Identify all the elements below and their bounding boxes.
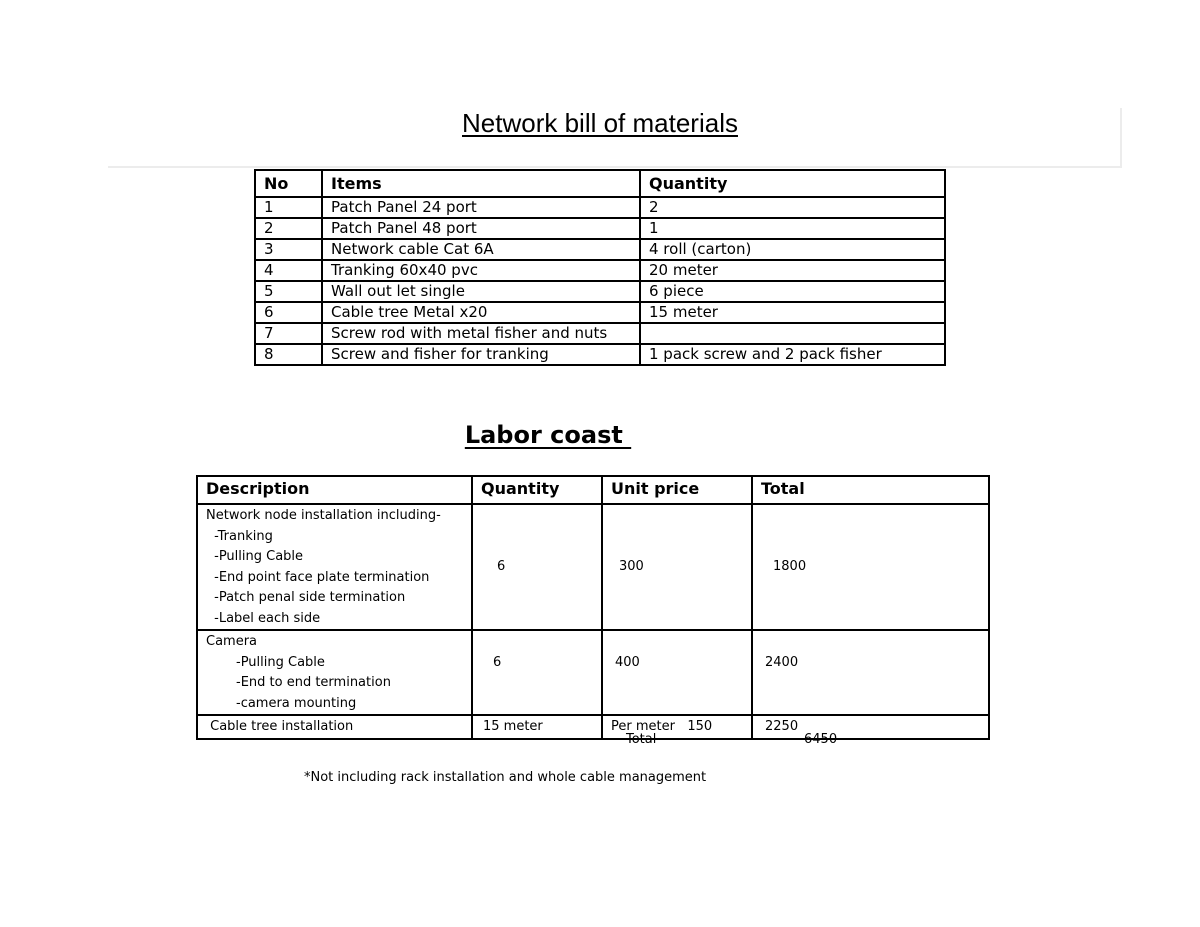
table-row	[255, 281, 945, 302]
row-quantity: 20 meter	[640, 260, 945, 281]
row-quantity: 2	[640, 197, 945, 218]
row-no: 8	[255, 344, 322, 365]
row-item: Tranking 60x40 pvc	[322, 260, 640, 281]
labor-cost-table	[196, 475, 990, 740]
row-no: 7	[255, 323, 322, 344]
row-item: Cable tree Metal x20	[322, 302, 640, 323]
bill-of-materials-table	[254, 169, 946, 366]
labor-cost-title: Labor coast	[464, 421, 632, 449]
header-quantity: Quantity	[640, 170, 945, 197]
row-item: Screw and fisher for tranking	[322, 344, 640, 365]
row-no: 6	[255, 302, 322, 323]
description-line: -End to end termination	[236, 675, 391, 690]
header-quantity: Quantity	[472, 476, 602, 504]
table-row	[255, 323, 945, 344]
header-unit-price: Unit price	[602, 476, 752, 504]
row-total: 1800	[752, 504, 989, 630]
description-line: -camera mounting	[236, 695, 357, 711]
row-total: 2400	[752, 630, 989, 715]
row-no: 1	[255, 197, 322, 218]
description-line: Camera	[206, 634, 258, 649]
table-row	[197, 504, 989, 630]
description-line: -Pulling Cable	[210, 549, 304, 564]
row-quantity: 15 meter	[472, 715, 602, 739]
description-line: -Pulling Cable	[236, 654, 325, 670]
row-quantity: 6 piece	[640, 281, 945, 302]
row-description	[197, 504, 472, 630]
row-unit-price: 300	[602, 504, 752, 630]
row-description	[197, 715, 472, 739]
row-quantity: 1 pack screw and 2 pack fisher	[640, 344, 945, 365]
header-description: Description	[197, 476, 472, 504]
row-total: 2250	[752, 715, 989, 739]
description-line: -Tranking	[210, 528, 273, 544]
header-no: No	[255, 170, 322, 197]
page-title: Network bill of materials	[462, 108, 738, 138]
description-line: -End point face plate termination	[210, 569, 430, 585]
row-no: 3	[255, 239, 322, 260]
grand-total-label: Total	[626, 732, 657, 747]
table-row	[255, 302, 945, 323]
row-quantity: 6	[472, 630, 602, 715]
row-item: Network cable Cat 6A	[322, 239, 640, 260]
row-item: Wall out let single	[322, 281, 640, 302]
row-item: Screw rod with metal fisher and nuts	[322, 323, 640, 344]
description-line: Cable tree installation	[206, 719, 354, 734]
row-no: 2	[255, 218, 322, 239]
header-items: Items	[322, 170, 640, 197]
row-unit-price: 400	[602, 630, 752, 715]
description-line: -Patch penal side termination	[210, 590, 406, 605]
header-total: Total	[752, 476, 989, 504]
row-item: Patch Panel 24 port	[322, 197, 640, 218]
row-quantity: 4 roll (carton)	[640, 239, 945, 260]
table-row	[197, 630, 989, 715]
row-no: 4	[255, 260, 322, 281]
table-row	[255, 344, 945, 365]
description-line: -Label each side	[210, 610, 321, 626]
table-row	[255, 218, 945, 239]
row-quantity: 6	[472, 504, 602, 630]
row-no: 5	[255, 281, 322, 302]
row-quantity: 15 meter	[640, 302, 945, 323]
row-item: Patch Panel 48 port	[322, 218, 640, 239]
table-row	[197, 715, 989, 739]
footnote: *Not including rack installation and whole cable management	[304, 770, 707, 785]
table-row	[255, 197, 945, 218]
grand-total-value: 6450	[804, 732, 838, 747]
row-description	[197, 630, 472, 715]
table-row	[255, 239, 945, 260]
table-row	[255, 260, 945, 281]
row-unit-price: Per meter 150	[602, 715, 752, 739]
description-line: Network node installation including-	[206, 508, 441, 523]
table-header-row	[255, 170, 945, 197]
row-quantity: 1	[640, 218, 945, 239]
row-quantity	[640, 323, 945, 344]
table-header-row	[197, 476, 989, 504]
